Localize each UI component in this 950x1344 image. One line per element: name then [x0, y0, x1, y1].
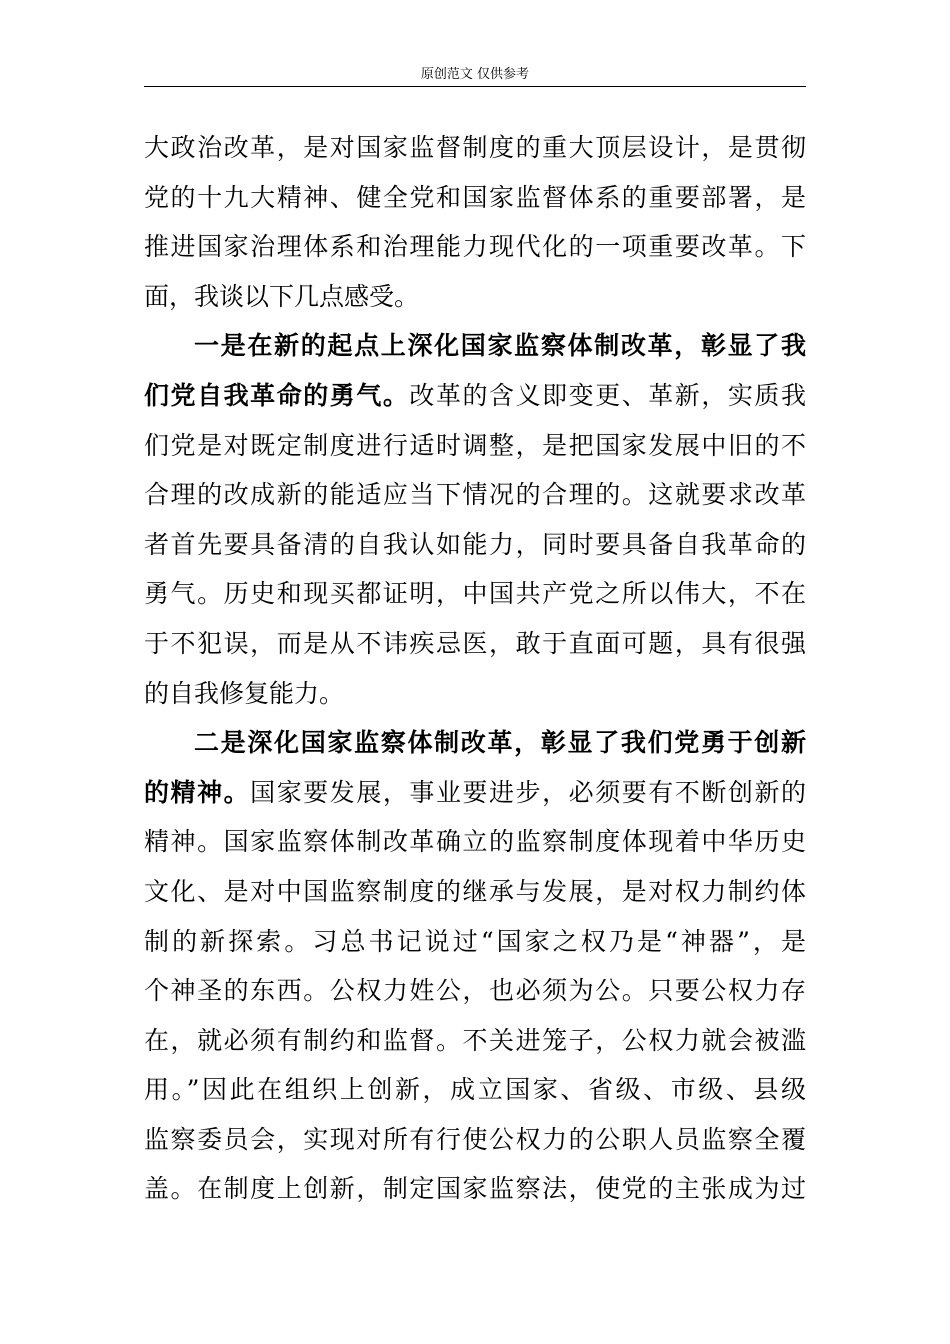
- text-segment: 合理的改成新的能适应当下情况的合理的。这就要求改革: [144, 480, 806, 510]
- text-segment: 于不犯误，而是从不讳疾忌医，敢于直面可题，具有很强: [144, 628, 806, 658]
- text-line: [144, 669, 806, 719]
- page-header: 原创范文 仅供参考: [420, 67, 530, 82]
- text-segment: 勇气。历史和现买都证明，中国共产党之所以伟大，不在: [144, 579, 806, 609]
- text-line: [144, 718, 806, 768]
- text-segment: 们党是对既定制度进行适时调整，是把国家发展中旧的不: [144, 430, 806, 460]
- text-line: [144, 1164, 806, 1214]
- text-line: [144, 222, 806, 272]
- text-line: [144, 470, 806, 520]
- text-segment: 文化、是对中国监察制度的继承与发展，是对权力制约体: [144, 876, 806, 906]
- text-segment: 个神圣的东西。公权力姓公，也必须为公。只要公权力存: [144, 976, 806, 1006]
- text-segment: 盖。在制度上创新，制定国家监察法，使党的主张成为过: [144, 1174, 806, 1204]
- text-line: [144, 321, 806, 371]
- body-text: [144, 123, 806, 1214]
- text-segment: 用。”因此在组织上创新，成立国家、省级、市级、县级: [144, 1075, 806, 1105]
- text-line: [144, 619, 806, 669]
- text-segment: 精神。国家监察体制改革确立的监察制度体现着中华历史: [144, 827, 806, 857]
- header-divider: [144, 86, 806, 87]
- text-line: [144, 123, 806, 173]
- text-segment: 大政治改革，是对国家监督制度的重大顶层设计，是贯彻: [144, 133, 806, 162]
- text-segment: 党的十九大精神、健全党和国家监督体系的重要部署，是: [144, 182, 806, 212]
- text-line: [144, 1065, 806, 1115]
- text-segment: 的自我修复能力。: [144, 678, 345, 708]
- text-line: [144, 421, 806, 471]
- text-segment: 在，就必须有制约和监督。不关进笼子，公权力就会被滥: [144, 1025, 806, 1055]
- bold-text-segment: 的精神。: [144, 777, 251, 807]
- text-line: [144, 569, 806, 619]
- bold-text-segment: 二是深化国家监察体制改革，彰显了我们党勇于创新: [194, 728, 806, 758]
- text-line: [144, 520, 806, 570]
- text-segment: 国家要发展，事业要进步，必须要有不断创新的: [250, 777, 806, 807]
- text-segment: 者首先要具备清的自我认如能力，同时要具备自我革命的: [144, 529, 806, 559]
- text-line: [144, 817, 806, 867]
- text-line: [144, 867, 806, 917]
- text-segment: 监察委员会，实现对所有行使公权力的公职人员监察全覆: [144, 1124, 806, 1154]
- text-line: [144, 966, 806, 1016]
- text-line: [144, 1016, 806, 1066]
- text-line: [144, 768, 806, 818]
- bold-text-segment: 一是在新的起点上深化国家监察体制改革，彰显了我: [194, 331, 806, 361]
- bold-text-segment: 们党自我革命的勇气。: [144, 380, 410, 410]
- text-line: [144, 917, 806, 967]
- text-segment: 改革的含义即变更、革新，实质我: [409, 380, 806, 410]
- text-line: [144, 173, 806, 223]
- text-segment: 推进国家治理体系和治理能力现代化的一项重要改革。下: [144, 232, 806, 262]
- text-segment: 制的新探索。习总书记说过“国家之权乃是“神器”，是: [144, 926, 806, 956]
- text-line: [144, 371, 806, 421]
- text-line: [144, 1115, 806, 1165]
- text-segment: 面，我谈以下几点感受。: [144, 281, 420, 311]
- text-line: [144, 272, 806, 322]
